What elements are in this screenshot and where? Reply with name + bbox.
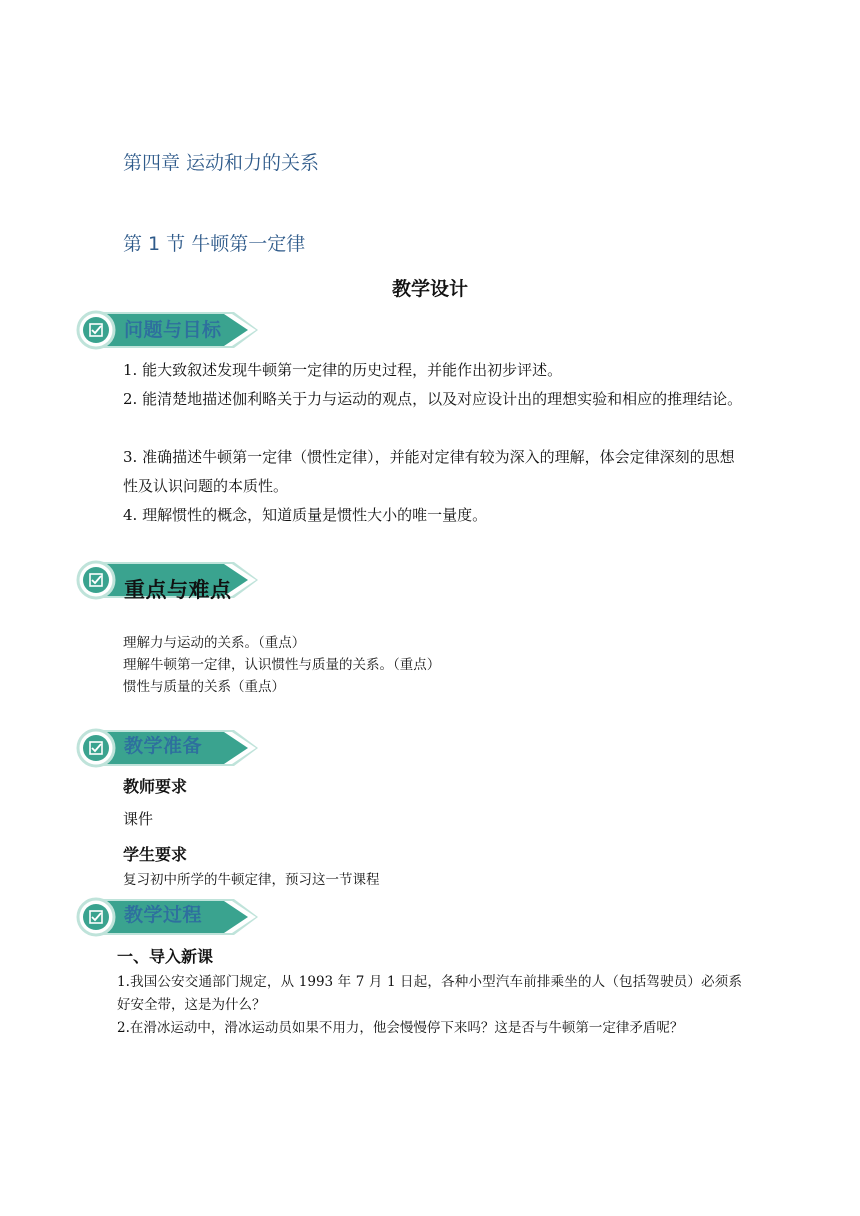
goal-item-1: 1. 能大致叙述发现牛顿第一定律的历史过程，并能作出初步评述。	[123, 361, 563, 379]
banner-goals	[74, 308, 264, 352]
banner-process-label: 教学过程	[124, 904, 203, 926]
teacher-requirements-text: 课件	[123, 810, 154, 828]
banner-process	[74, 895, 264, 939]
key-point-3: 惯性与质量的关系（重点）	[123, 679, 285, 695]
banner-goals-label: 问题与目标	[124, 319, 222, 341]
goal-item-4: 4. 理解惯性的概念，知道质量是惯性大小的唯一量度。	[123, 506, 488, 524]
document-title: 教学设计	[391, 278, 468, 300]
section-title: 第 1 节 牛顿第一定律	[123, 233, 306, 255]
key-point-1: 理解力与运动的关系。（重点）	[123, 635, 306, 651]
banner-key-points-label: 重点与难点	[124, 578, 232, 602]
goal-item-3: 3. 准确描述牛顿第一定律（惯性定律），并能对定律有较为深入的理解，体会定律深刻的思想性及认识问题的本质性。	[123, 448, 735, 495]
banner-preparation-label: 教学准备	[124, 735, 203, 757]
key-point-2: 理解牛顿第一定律，认识惯性与质量的关系。（重点）	[123, 657, 441, 673]
student-requirements-heading: 学生要求	[123, 845, 188, 864]
student-requirements-text: 复习初中所学的牛顿定律，预习这一节课程	[123, 872, 380, 888]
intro-question-1: 1.我国公安交通部门规定，从 1993 年 7 月 1 日起，各种小型汽车前排乘坐的人（包括驾驶员）必须系好安全带，这是为什么？	[117, 974, 742, 1013]
teacher-requirements-heading: 教师要求	[123, 777, 188, 796]
intro-heading: 一、导入新课	[117, 947, 214, 966]
chapter-title: 第四章 运动和力的关系	[123, 152, 320, 174]
banner-key-points	[74, 558, 264, 608]
banner-preparation	[74, 726, 264, 770]
intro-question-2: 2.在滑冰运动中，滑冰运动员如果不用力，他会慢慢停下来吗？这是否与牛顿第一定律矛盾呢？	[117, 1020, 684, 1036]
goal-item-2: 2. 能清楚地描述伽利略关于力与运动的观点，以及对应设计出的理想实验和相应的推理结论。	[123, 390, 743, 408]
